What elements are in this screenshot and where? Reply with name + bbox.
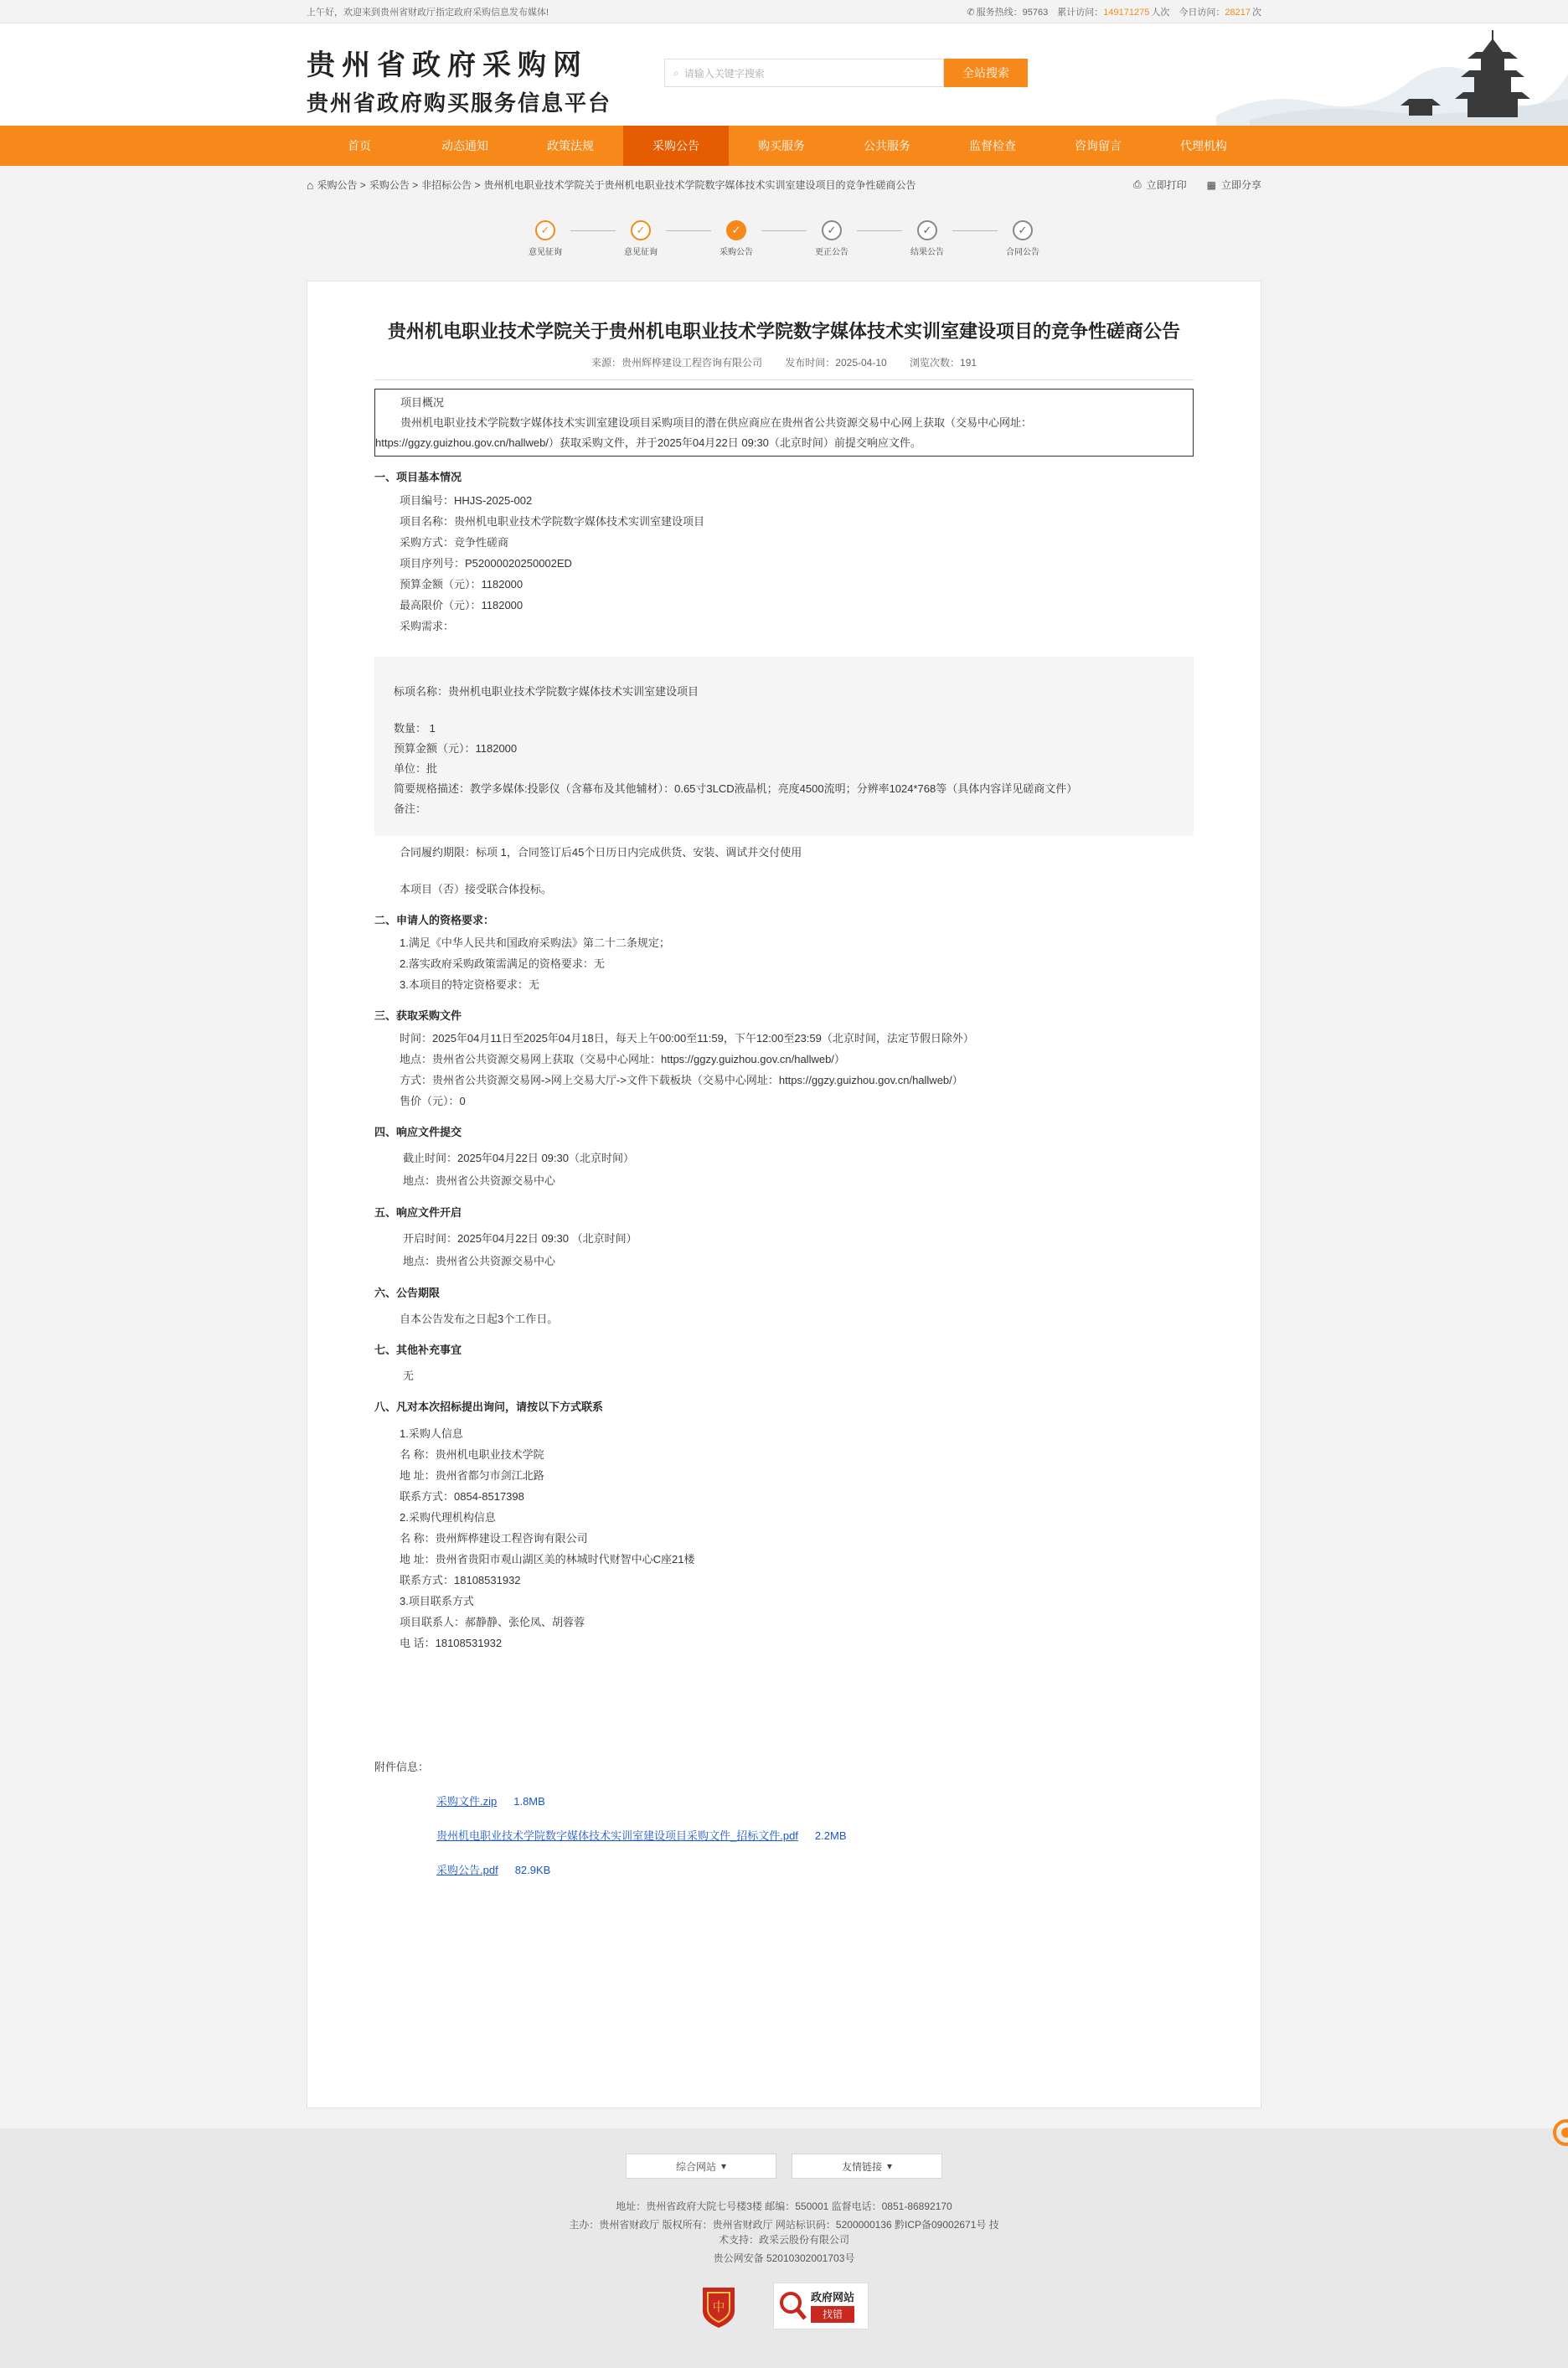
breadcrumb-link[interactable]: 采购公告 > (317, 179, 366, 191)
text-line: 联系方式：18108531932 (400, 1574, 521, 1586)
breadcrumb (307, 178, 916, 192)
text-line: 预算金额（元）：1182000 (400, 578, 524, 591)
step-connector (761, 230, 807, 231)
section-1-lines (374, 490, 1194, 637)
article-card (307, 281, 1261, 2108)
party-gov-badge[interactable] (699, 2283, 738, 2329)
attachment-link[interactable]: 采购公告.pdf (436, 1864, 498, 1876)
attachment-link[interactable]: 贵州机电职业技术学院数字媒体技术实训室建设项目采购文件_招标文件.pdf (436, 1829, 798, 1842)
section-3-lines (374, 1028, 1194, 1112)
breadcrumb-bar (0, 166, 1568, 204)
nav-item[interactable]: 政策法规 (547, 139, 594, 152)
check-icon: ✓ (1013, 220, 1033, 240)
process-steps (0, 204, 1568, 281)
text-line: 截止时间：2025年04月22日 09:30（北京时间） (403, 1152, 634, 1164)
text-line: 开启时间：2025年04月22日 09:30 （北京时间） (403, 1232, 637, 1245)
step-connector (666, 230, 711, 231)
visit-stats: ✆ 服务热线：95763 累计访问：149171275 人次 今日访问：28217 次 (967, 8, 1261, 18)
nav-item[interactable]: 公共服务 (864, 139, 910, 152)
site-header (0, 23, 1568, 126)
other-matters: 无 (403, 1370, 415, 1382)
top-bar (0, 0, 1568, 23)
step-label: 结果公告 (910, 248, 944, 257)
nav-item[interactable]: 监督检查 (969, 139, 1016, 152)
site-group-select[interactable]: 综合网站 ▾ (626, 2154, 776, 2179)
section-heading: 七、其他补充事宜 (374, 1344, 462, 1356)
printer-icon: ⎙ (1133, 178, 1142, 190)
text-line: 联系方式：0854-8517398 (400, 1490, 524, 1503)
text-line: 项目编号：HHJS-2025-002 (400, 494, 533, 507)
step-label: 采购公告 (720, 248, 753, 257)
section-4-lines (374, 1147, 1194, 1192)
text-line: 2.采购代理机构信息 (400, 1511, 496, 1524)
text-line: 名 称：贵州辉桦建设工程咨询有限公司 (400, 1532, 588, 1545)
process-step[interactable] (616, 220, 666, 257)
text-line: 1.满足《中华人民共和国政府采购法》第二十二条规定； (400, 936, 670, 949)
step-label: 意见征询 (624, 248, 658, 257)
footer-security: 贵公网安备 52010302001703号 (713, 2252, 855, 2264)
attachment-item (374, 1861, 1194, 1877)
requirement-box (374, 657, 1194, 836)
page-tools (1133, 178, 1261, 192)
nav-item[interactable]: 首页 (348, 139, 371, 152)
lot-budget: 预算金额（元）：1182000 (394, 742, 518, 755)
attachment-list (374, 1793, 1194, 1877)
search-input[interactable]: ⌕ 请输入关键字搜索 (664, 59, 944, 87)
text-line: 3.项目联系方式 (400, 1595, 474, 1607)
text-line: 地点：贵州省公共资源交易网上获取（交易中心网址：https://ggzy.guizhou.gov.cn/hallweb/） (400, 1053, 845, 1065)
article-date: 发布时间：2025-04-10 (785, 357, 887, 369)
lot-quantity: 数量： 1 (394, 722, 436, 735)
site-subtitle: 贵州省政府购买服务信息平台 (307, 90, 612, 116)
article-title: 贵州机电职业技术学院关于贵州机电职业技术学院数字媒体技术实训室建设项目的竞争性磋商公告 (387, 321, 1180, 342)
welcome-text: 上午好，欢迎来到贵州省财政厅指定政府采购信息发布媒体! (307, 8, 549, 18)
process-step[interactable] (520, 220, 570, 257)
search-icon: ⌕ (673, 66, 679, 79)
text-line: 地点：贵州省公共资源交易中心 (403, 1255, 556, 1267)
nav-item[interactable]: 采购公告 (623, 126, 729, 166)
attachment-size: 82.9KB (514, 1864, 551, 1876)
text-line: 最高限价（元）：1182000 (400, 599, 524, 611)
text-line: 2.落实政府采购政策需满足的资格要求：无 (400, 957, 605, 970)
contract-period: 合同履约期限：标项 1，合同签订后45个日历日内完成供货、安装、调试并交付使用 (400, 846, 802, 859)
text-line: 时间：2025年04月11日至2025年04月18日，每天上午00:00至11:59，下午12:00至23:59（北京时间，法定节假日除外） (400, 1032, 974, 1045)
section-heading: 五、响应文件开启 (374, 1206, 462, 1219)
article-meta (374, 355, 1194, 380)
chevron-down-icon: ▾ (886, 2160, 893, 2172)
step-label: 合同公告 (1006, 248, 1039, 257)
step-connector (857, 230, 902, 231)
today-visits: 28217 (1225, 8, 1251, 18)
text-line: 项目名称：贵州机电职业技术学院数字媒体技术实训室建设项目 (400, 515, 705, 528)
text-line: 项目序列号：P52000020250002ED (400, 557, 572, 570)
gov-site-error-badge[interactable]: 政府网站 找错 (773, 2283, 869, 2329)
step-connector (952, 230, 998, 231)
check-icon: ✓ (726, 220, 746, 240)
total-visits: 149171275 (1103, 8, 1150, 18)
attachment-label: 附件信息： (374, 1761, 430, 1773)
breadcrumb-link[interactable]: 非招标公告 > (421, 179, 481, 191)
section-heading: 一、项目基本情况 (374, 471, 462, 483)
lot-remark: 备注： (394, 802, 427, 815)
footer-address: 地址：贵州省政府大院七号楼3楼 邮编：550001 监督电话：0851-86892170 (616, 2200, 952, 2212)
nav-item[interactable]: 动态通知 (441, 139, 488, 152)
article-source: 来源：贵州辉桦建设工程咨询有限公司 (591, 357, 762, 369)
text-line: 3.本项目的特定资格要求：无 (400, 978, 539, 991)
overview-text: 贵州机电职业技术学院数字媒体技术实训室建设项目采购项目的潜在供应商应在贵州省公共资源交易中心网上获取（交易中心网址：https://ggzy.guizhou.gov.cn/hallweb/）获取采购文件，并于2025年04月22日 09:30（北京时间）前提交响应文件。 (375, 416, 1033, 449)
pagoda-illustration (1216, 23, 1568, 126)
article-views: 浏览次数：191 (910, 357, 977, 369)
text-line: 电 话：18108531932 (400, 1637, 503, 1649)
section-heading: 八、凡对本次招标提出询问，请按以下方式联系 (374, 1401, 604, 1413)
section-heading: 三、获取采购文件 (374, 1009, 462, 1022)
section-2-lines (374, 932, 1194, 995)
step-label: 意见征询 (529, 248, 562, 257)
search-box (664, 59, 1028, 87)
step-label: 更正公告 (815, 248, 848, 257)
breadcrumb-current: 贵州机电职业技术学院关于贵州机电职业技术学院数字媒体技术实训室建设项目的竞争性磋商公告 (483, 179, 916, 191)
text-line: 售价（元）：0 (400, 1095, 466, 1107)
section-5-lines (374, 1227, 1194, 1272)
process-step[interactable] (807, 220, 857, 257)
text-line: 采购方式：竞争性磋商 (400, 536, 509, 549)
step-connector (570, 230, 616, 231)
text-line: 采购需求： (400, 620, 455, 632)
floating-service-icon[interactable] (1550, 2118, 1568, 2148)
qrcode-icon: ▦ (1206, 178, 1216, 191)
check-icon: ✓ (917, 220, 937, 240)
text-line: 名 称：贵州机电职业技术学院 (400, 1448, 544, 1461)
section-heading: 四、响应文件提交 (374, 1126, 462, 1138)
breadcrumb-link[interactable]: 采购公告 > (369, 179, 419, 191)
process-step[interactable] (902, 220, 952, 257)
lot-unit: 单位：批 (394, 762, 438, 775)
check-icon: ✓ (535, 220, 555, 240)
footer-support: 术支持：政采云股份有限公司 (718, 2234, 849, 2246)
text-line: 地 址：贵州省都匀市剑江北路 (400, 1469, 544, 1482)
check-icon: ✓ (822, 220, 842, 240)
process-step[interactable] (711, 220, 761, 257)
chevron-down-icon: ▾ (720, 2160, 727, 2172)
footer-host: 主办：贵州省财政厅 版权所有：贵州省财政厅 网站标识码：5200000136 黔ICP备09002671号 技 (569, 2219, 999, 2231)
attachment-link[interactable]: 采购文件.zip (436, 1795, 498, 1808)
text-line: 地点：贵州省公共资源交易中心 (403, 1174, 556, 1187)
overview-title: 项目概况 (400, 396, 445, 409)
section-heading: 二、申请人的资格要求： (374, 914, 495, 926)
site-title: 贵州省政府采购网 (307, 49, 588, 81)
check-icon: ✓ (631, 220, 651, 240)
search-button[interactable]: 全站搜索 (944, 59, 1028, 87)
text-line: 项目联系人：郝静静、张伦凤、胡蓉蓉 (400, 1616, 585, 1628)
section-heading: 六、公告期限 (374, 1287, 441, 1299)
text-line: 方式：贵州省公共资源交易网->网上交易大厅->文件下载板块（交易中心网址：https://ggzy.guizhou.gov.cn/hallweb/） (400, 1074, 963, 1086)
text-line: 1.采购人信息 (400, 1427, 463, 1440)
attachment-item (374, 1793, 1194, 1808)
nav-item[interactable]: 代理机构 (1180, 139, 1227, 152)
svg-text:中: 中 (712, 2299, 725, 2314)
main-nav (0, 126, 1568, 166)
consortium-note: 本项目（否）接受联合体投标。 (400, 883, 553, 895)
process-step[interactable] (998, 220, 1048, 257)
lot-name: 标项名称：贵州机电职业技术学院数字媒体技术实训室建设项目 (394, 685, 699, 698)
attachment-item (374, 1827, 1194, 1843)
site-logo[interactable] (307, 42, 611, 117)
attachment-size: 2.2MB (814, 1829, 847, 1842)
share-button[interactable]: ▦ 立即分享 (1206, 178, 1261, 191)
print-button[interactable]: ⎙ 立即打印 (1133, 178, 1187, 191)
contact-lines (374, 1423, 1194, 1653)
notice-period: 自本公告发布之日起3个工作日。 (400, 1313, 559, 1325)
site-footer (0, 2128, 1568, 2368)
project-overview (374, 389, 1194, 457)
friend-links-select[interactable]: 友情链接 ▾ (792, 2154, 942, 2179)
hotline-number: 95763 (1022, 8, 1049, 18)
phone-icon: ✆ (967, 8, 975, 18)
lot-spec: 简要规格描述：教学多媒体:投影仪（含幕布及其他辅材）：0.65寸3LCD液晶机；亮度4500流明；分辨率1024*768等（具体内容详见磋商文件） (394, 782, 1078, 795)
nav-item[interactable]: 购买服务 (758, 139, 805, 152)
text-line: 地 址：贵州省贵阳市观山湖区美的林城时代财智中心C座21楼 (400, 1553, 695, 1566)
nav-item[interactable]: 咨询留言 (1075, 139, 1122, 152)
attachment-size: 1.8MB (513, 1795, 545, 1808)
home-icon[interactable]: ⌂ (307, 178, 314, 192)
